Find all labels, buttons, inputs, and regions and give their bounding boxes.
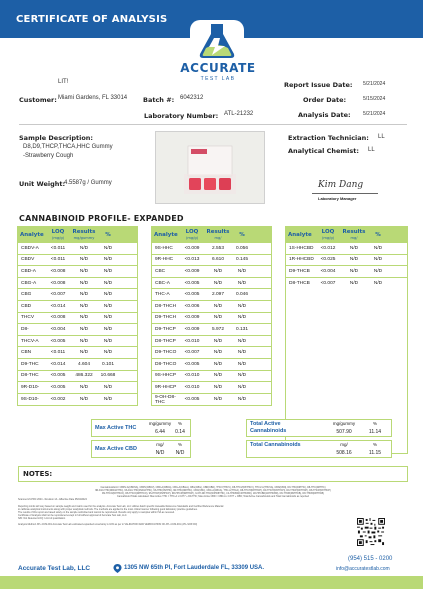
table-row — [152, 278, 271, 290]
result-cell: N/D — [79, 303, 89, 309]
footer-email[interactable]: info@accuratestlab.com — [336, 566, 390, 572]
percent-cell: N/D — [103, 350, 113, 356]
disclaimer-line: Certificate of Analysis shall not be reproduced except in full without approval of Accurate Test Lab, LLC. — [18, 514, 128, 518]
fine-print-line: Cannabinoids/ml: CBDV-A(CBDVA), CBDV(CBDV), CBD-A(CBDA), CBG-A(CBGA), CBG(CBG), CBD(CBD), THCV(THCV), D8-THCV(D8THCV), THCV-A(THCVA), CBN(CBN), D9-THC(D9THC), D8-THC(D8THC) — [100, 486, 326, 489]
col-loq — [316, 229, 340, 241]
loq-cell: <0.009 — [184, 315, 200, 321]
analyte-cell: CBC-A — [155, 280, 170, 286]
loq-cell: <0.010 — [184, 338, 200, 344]
customer-label: Customer: — [19, 96, 57, 104]
client-name: LIT! — [58, 79, 69, 85]
analyte-cell: D8- — [21, 326, 29, 332]
cannabinoid-table-2 — [151, 226, 272, 406]
analyte-cell: D9-THC — [21, 361, 39, 367]
table-row — [152, 313, 271, 325]
table-row — [152, 394, 271, 406]
flask-logo-icon — [190, 20, 244, 62]
percent-cell: N/D — [373, 257, 383, 263]
table-row — [152, 266, 271, 278]
percent-cell: N/D — [237, 350, 247, 356]
batch-value: 6042312 — [180, 95, 204, 101]
loq-label: LOQ — [51, 229, 65, 235]
table-row — [152, 289, 271, 301]
max-cbd-box — [91, 440, 191, 458]
percent-cell: N/D — [237, 397, 247, 403]
loq-unit: (mg/g) — [185, 236, 199, 240]
col-percent: % — [375, 232, 381, 238]
percent-cell: N/D — [103, 257, 113, 263]
loq-cell: <0.008 — [50, 315, 66, 321]
loq-cell: <0.012 — [320, 245, 336, 251]
percent-cell: 0.145 — [235, 257, 248, 263]
table-row — [152, 359, 271, 371]
analyte-cell: CBDV-A — [21, 245, 39, 251]
loq-cell: <0.011 — [50, 245, 66, 251]
loq-cell: <0.004 — [50, 326, 66, 332]
analyte-cell: D8-THCO — [155, 361, 177, 367]
table-header — [18, 227, 137, 243]
logo-subtitle: TEST LAB — [200, 76, 236, 82]
technician-label: Extraction Technician: — [288, 134, 369, 142]
table-row — [18, 324, 137, 336]
percent-cell: N/D — [237, 280, 247, 286]
table-row — [18, 301, 137, 313]
analyte-cell: 9-OH-D8-THC — [155, 394, 176, 405]
percent-cell: N/D — [237, 373, 247, 379]
analyte-cell: CBG — [21, 292, 32, 298]
analyte-cell: D8-THCB — [289, 281, 310, 287]
table-body — [286, 243, 407, 289]
unit-weight-label: Unit Weight: — [19, 180, 66, 188]
loq-cell: <0.009 — [184, 326, 200, 332]
total-cannabinoids-pct-header: % — [372, 442, 377, 447]
table-row — [286, 266, 407, 278]
sample-description-label: Sample Description: — [19, 134, 94, 142]
table-row — [152, 347, 271, 359]
col-analyte: Analyte — [20, 232, 44, 238]
result-cell: 6.610 — [211, 257, 224, 263]
percent-cell: N/D — [237, 268, 247, 274]
table-row — [18, 255, 137, 267]
analyte-cell: THCV-A — [21, 338, 39, 344]
result-cell: N/D — [213, 373, 223, 379]
results-unit: mg/ — [214, 236, 222, 240]
analyte-cell: D8-THCH — [155, 303, 177, 309]
result-cell: N/D — [213, 315, 223, 321]
percent-cell: N/D — [373, 268, 383, 274]
result-cell: 5.972 — [211, 326, 224, 332]
results-unit: mg/gummy — [73, 236, 95, 240]
analysis-date-label: Analysis Date: — [298, 111, 351, 119]
signature-line — [312, 193, 378, 194]
result-cell: N/D — [79, 315, 89, 321]
table-row — [152, 301, 271, 313]
percent-cell: N/D — [103, 280, 113, 286]
technician-value: LL — [378, 134, 385, 140]
table-row — [18, 243, 137, 255]
analyte-cell: D9-THCB — [289, 268, 310, 274]
table-row — [152, 243, 271, 255]
sample-line-1: D8,D9,THCP,THCA,HHC Gummy — [23, 144, 113, 150]
result-cell: N/D — [349, 245, 359, 251]
analyte-cell: D9-THCO — [155, 350, 177, 356]
result-cell: N/D — [79, 257, 89, 263]
table-row — [18, 266, 137, 278]
analyte-cell: 9R-HHCP — [155, 384, 177, 390]
cannabinoid-profile-title: CANNABINOID PROFILE- EXPANDED — [19, 214, 184, 223]
result-cell: N/D — [79, 268, 89, 274]
qr-code-icon[interactable] — [357, 518, 385, 546]
loq-cell: <0.008 — [50, 268, 66, 274]
col-results — [204, 229, 232, 241]
sample-photo — [155, 131, 265, 204]
percent-cell: N/D — [103, 292, 113, 298]
analyte-cell: CBC — [155, 268, 166, 274]
loq-cell: <0.006 — [184, 303, 200, 309]
result-cell: N/D — [79, 384, 89, 390]
percent-cell: N/D — [103, 397, 113, 403]
analyte-cell: D9-THCP — [155, 326, 176, 332]
result-cell: N/D — [213, 384, 223, 390]
total-active-box — [246, 419, 392, 437]
order-date-label: Order Date: — [303, 96, 347, 104]
result-cell: N/D — [213, 268, 223, 274]
percent-cell: N/D — [237, 338, 247, 344]
fine-print-line: 9R-D10-THC(9RD10THC), 9S-D10-THC(9SD10THC), 9S-HHC(9SHHC), 9R-HHC(9RHHC), CBC(CBC), CBC-A(CBCA), THC-A(THCA), D8-THCH(D8THCH), D9-THCH(D9THCH), D9-THCP(D9THCP), D8-THCP(D8THCP) — [95, 489, 331, 493]
analyte-cell: 9R-D10- — [21, 384, 40, 390]
percent-cell: N/D — [103, 268, 113, 274]
disclaimer-line: Analysis Method: ATL-CCM-001 Accurate Test Lab estimated expanded uncertainty is 10% as per in VALIDATION AND VERIFICATION OF ATL-CCM-001 (ATL-SOP-FD) — [18, 523, 198, 527]
result-cell: N/D — [79, 338, 89, 344]
result-cell: N/D — [213, 303, 223, 309]
total-active-value: 507.90 — [336, 429, 352, 435]
loq-cell: <0.007 — [184, 350, 200, 356]
percent-cell: 10.668 — [100, 373, 116, 379]
loq-cell: <0.014 — [50, 303, 66, 309]
percent-cell: N/D — [373, 281, 383, 287]
table-row — [18, 313, 137, 325]
table-body — [152, 243, 271, 405]
percent-cell: N/D — [373, 245, 383, 251]
loq-cell: <0.005 — [50, 373, 66, 379]
location-pin-icon — [113, 564, 122, 573]
table-row — [152, 371, 271, 383]
result-cell: N/D — [213, 338, 223, 344]
max-cbd-label: Max Active CBD — [95, 446, 137, 452]
result-cell: 4.604 — [77, 361, 90, 367]
sample-photo-image — [156, 132, 264, 203]
result-cell: N/D — [213, 350, 223, 356]
max-cbd-pct-header: % — [177, 442, 182, 447]
result-cell: N/D — [213, 397, 223, 403]
result-cell: 2.553 — [211, 245, 224, 251]
analyte-cell: 1R-HHCBD — [289, 257, 314, 263]
total-active-pct: 11.14 — [368, 429, 382, 435]
disclaimer — [18, 505, 348, 527]
analyte-cell: CBD — [21, 303, 32, 309]
percent-cell: N/D — [103, 303, 113, 309]
results-unit: mg/ — [350, 236, 358, 240]
total-active-pct-header: % — [372, 421, 377, 426]
loq-cell: <0.007 — [50, 292, 66, 298]
percent-cell: N/D — [103, 326, 113, 332]
chemist-value: LL — [368, 147, 375, 153]
table-row — [18, 347, 137, 359]
batch-label: Batch #: — [143, 96, 175, 104]
total-cannabinoids-pct: 11.15 — [368, 450, 382, 456]
analyte-cell: THCV — [21, 315, 35, 321]
results-label: Results — [342, 229, 366, 235]
loq-cell: <0.011 — [50, 350, 66, 356]
max-thc-pct-header: % — [177, 421, 182, 426]
table-row — [152, 324, 271, 336]
disclaimer-line: Reporting Limits will vary based on sample weight and matrix used for the analysis. Accurate Test Lab, LLC utilizes batch specific traceable Reference Standards and Certified Reference Material — [18, 505, 224, 508]
total-cannabinoids-box — [246, 440, 392, 458]
analyte-cell: 9S-HHC — [155, 245, 173, 251]
table-row — [18, 371, 137, 383]
loq-cell: <0.005 — [184, 397, 200, 403]
table-row — [152, 382, 271, 394]
loq-cell: <0.005 — [50, 384, 66, 390]
percent-cell: N/D — [237, 361, 247, 367]
sample-line-2: -Strawberry Cough — [23, 153, 74, 159]
table-row — [286, 255, 407, 267]
loq-cell: <0.004 — [320, 268, 336, 274]
lab-number-value: ATL-21232 — [224, 111, 254, 117]
loq-cell: <0.005 — [184, 292, 200, 298]
fine-print-line: Scanned 21.PRC 2024 - Revision 1A - Effective Date 05/04/2024 — [18, 498, 87, 502]
unit-weight-value: 4.5587g / Gummy — [64, 180, 112, 186]
fine-print-line: Cannabinoid Totals calculated: Max Active THC = THC-A x 0.877 + D9-THC; Max Active CBD = CBD-A x 0.877 + CBD; Total Active Cannabinoids and Total Cannabinoids as reported — [117, 495, 309, 499]
table-header — [286, 227, 407, 243]
result-cell: N/D — [79, 245, 89, 251]
percent-cell: N/D — [103, 245, 113, 251]
client-city: Miami Gardens, FL 33014 — [58, 95, 128, 101]
percent-cell: N/D — [237, 303, 247, 309]
col-analyte: Analyte — [154, 232, 178, 238]
result-cell: N/D — [79, 280, 89, 286]
analyte-cell: CBG-A — [21, 280, 37, 286]
loq-label: LOQ — [185, 229, 199, 235]
table-row — [18, 382, 137, 394]
manager-label: Laboratory Manager — [318, 196, 357, 201]
col-analyte: Analyte — [288, 232, 312, 238]
loq-cell: <0.002 — [50, 397, 66, 403]
analyte-cell: 9R-HHC — [155, 257, 174, 263]
cannabinoid-table-1 — [17, 226, 138, 406]
loq-cell: <0.014 — [50, 361, 66, 367]
percent-cell: 0.046 — [235, 292, 248, 298]
total-active-label: Total Active Cannabinoids — [250, 421, 287, 434]
max-thc-label: Max Active THC — [95, 425, 137, 431]
percent-cell: N/D — [103, 315, 113, 321]
analyte-cell: D9-THCH — [155, 315, 177, 321]
disclaimer-line: The results of this report are based solely on the sample submitted and cannot be reproduced. Results only apply to samples within ISA as received. — [18, 511, 175, 515]
logo-wordmark: ACCURATE — [180, 61, 256, 75]
loq-cell: <0.005 — [184, 280, 200, 286]
max-thc-value: 6.44 — [155, 429, 165, 435]
loq-cell: <0.009 — [184, 245, 200, 251]
result-cell: N/D — [349, 257, 359, 263]
order-date-value: 5/15/2024 — [363, 96, 386, 102]
analyte-cell: CBDV — [21, 257, 35, 263]
percent-cell: N/D — [103, 338, 113, 344]
table-row — [18, 289, 137, 301]
table-header — [152, 227, 271, 243]
footer-bar — [0, 576, 423, 589]
footer-address: 1305 NW 65th Pl, Fort Lauderdale FL, 33309 USA. — [124, 565, 265, 571]
loq-unit: (mg/g) — [51, 236, 65, 240]
max-thc-pct: 0.14 — [175, 429, 185, 435]
notes-box — [18, 466, 408, 482]
result-cell: N/D — [79, 350, 89, 356]
loq-cell: <0.010 — [184, 384, 200, 390]
table-row — [18, 278, 137, 290]
loq-cell: <0.010 — [184, 373, 200, 379]
max-cbd-unit: mg/ — [156, 442, 164, 447]
table-row — [18, 359, 137, 371]
loq-cell: <0.007 — [320, 281, 336, 287]
loq-cell: <0.005 — [184, 361, 200, 367]
analyte-cell: CBD-A — [21, 268, 36, 274]
report-date-value: 5/21/2024 — [363, 81, 386, 87]
total-cannabinoids-label: Total Cannabinoids — [250, 442, 301, 448]
col-percent: % — [239, 232, 245, 238]
max-thc-box — [91, 419, 191, 437]
result-cell: N/D — [213, 361, 223, 367]
col-results — [70, 229, 98, 241]
percent-cell: N/D — [237, 384, 247, 390]
max-cbd-value: N/D — [155, 450, 165, 456]
analyte-cell: 9S-HHCP — [155, 373, 177, 379]
footer-company: Accurate Test Lab, LLC — [18, 565, 91, 572]
disclaimer-line: to calibrate analytical instruments along with proper analytical methods. The methods are applied to the most critical manner following good laboratory practice guidelines. — [18, 508, 198, 512]
loq-cell: <0.008 — [50, 280, 66, 286]
result-cell: N/D — [79, 292, 89, 298]
loq-cell: <0.009 — [184, 268, 200, 274]
results-label: Results — [72, 229, 96, 235]
max-cbd-pct: N/D — [175, 450, 185, 456]
chemist-label: Analytical Chemist: — [288, 147, 359, 155]
total-cannabinoids-value: 508.16 — [336, 450, 352, 456]
total-cannabinoids-unit: mg/ — [340, 442, 348, 447]
fine-print-line: D9-THCO(D9THCO), D8-THCO(D8THCO), 9S-HHCP(9SHHCP), 9R-HHCP(9RHHCP), 9-OH-D8-THC(9OHD8THC), 1S-HHCBD(1SHHCBD), 1R-HHCBD(1RHHCBD), D9-THCB(D9THCB), D8-THCB(D8THCB) — [101, 492, 325, 496]
table-row — [18, 336, 137, 348]
divider — [19, 124, 407, 125]
analyte-cell: 1S-HHCBD — [289, 245, 314, 251]
loq-cell: <0.013 — [184, 257, 200, 263]
table-body — [18, 243, 137, 405]
analysis-date-value: 5/21/2024 — [363, 111, 386, 117]
result-cell: N/D — [79, 397, 89, 403]
analyte-cell: D8-THCP — [155, 338, 176, 344]
notes-label: NOTES: — [23, 470, 53, 478]
col-percent: % — [105, 232, 111, 238]
table-row — [286, 243, 407, 255]
percent-cell: N/D — [103, 384, 113, 390]
percent-cell: 0.056 — [235, 245, 248, 251]
result-cell: N/D — [213, 280, 223, 286]
max-thc-unit: mg/gummy — [148, 421, 172, 426]
loq-unit: (mg/g) — [321, 236, 335, 240]
lab-number-label: Laboratory Number: — [144, 112, 219, 120]
analyte-cell: D8-THC — [21, 373, 39, 379]
results-label: Results — [206, 229, 230, 235]
result-cell: 2.097 — [211, 292, 224, 298]
result-cell: 486.322 — [75, 373, 93, 379]
analyte-cell: 9S-D10- — [21, 397, 39, 403]
table-row — [18, 394, 137, 406]
analyte-cell: CBN — [21, 350, 32, 356]
loq-cell: <0.011 — [50, 257, 66, 263]
col-results — [340, 229, 368, 241]
analyte-cell: THC-A — [155, 292, 170, 298]
disclaimer-line: N/D: Not Detected LOQ: Limit of quantitation — [18, 517, 66, 521]
result-cell: N/D — [349, 268, 359, 274]
table-row — [286, 278, 407, 290]
total-active-unit: mg/gummy — [332, 421, 356, 426]
col-loq — [180, 229, 204, 241]
result-cell: N/D — [79, 326, 89, 332]
table-row — [152, 336, 271, 348]
fine-print — [18, 486, 408, 501]
manager-signature: Kim Dang — [318, 180, 364, 190]
result-cell: N/D — [349, 281, 359, 287]
report-date-label: Report Issue Date: — [284, 81, 353, 89]
loq-cell: <0.025 — [320, 257, 336, 263]
loq-label: LOQ — [321, 229, 335, 235]
percent-cell: 0.131 — [235, 326, 248, 332]
col-loq — [46, 229, 70, 241]
table-row — [152, 255, 271, 267]
footer-phone[interactable]: (954) 515 - 0200 — [348, 556, 393, 562]
percent-cell: N/D — [237, 315, 247, 321]
page-title: CERTIFICATE OF ANALYSIS — [16, 14, 168, 25]
loq-cell: <0.005 — [50, 338, 66, 344]
percent-cell: 0.101 — [101, 361, 114, 367]
